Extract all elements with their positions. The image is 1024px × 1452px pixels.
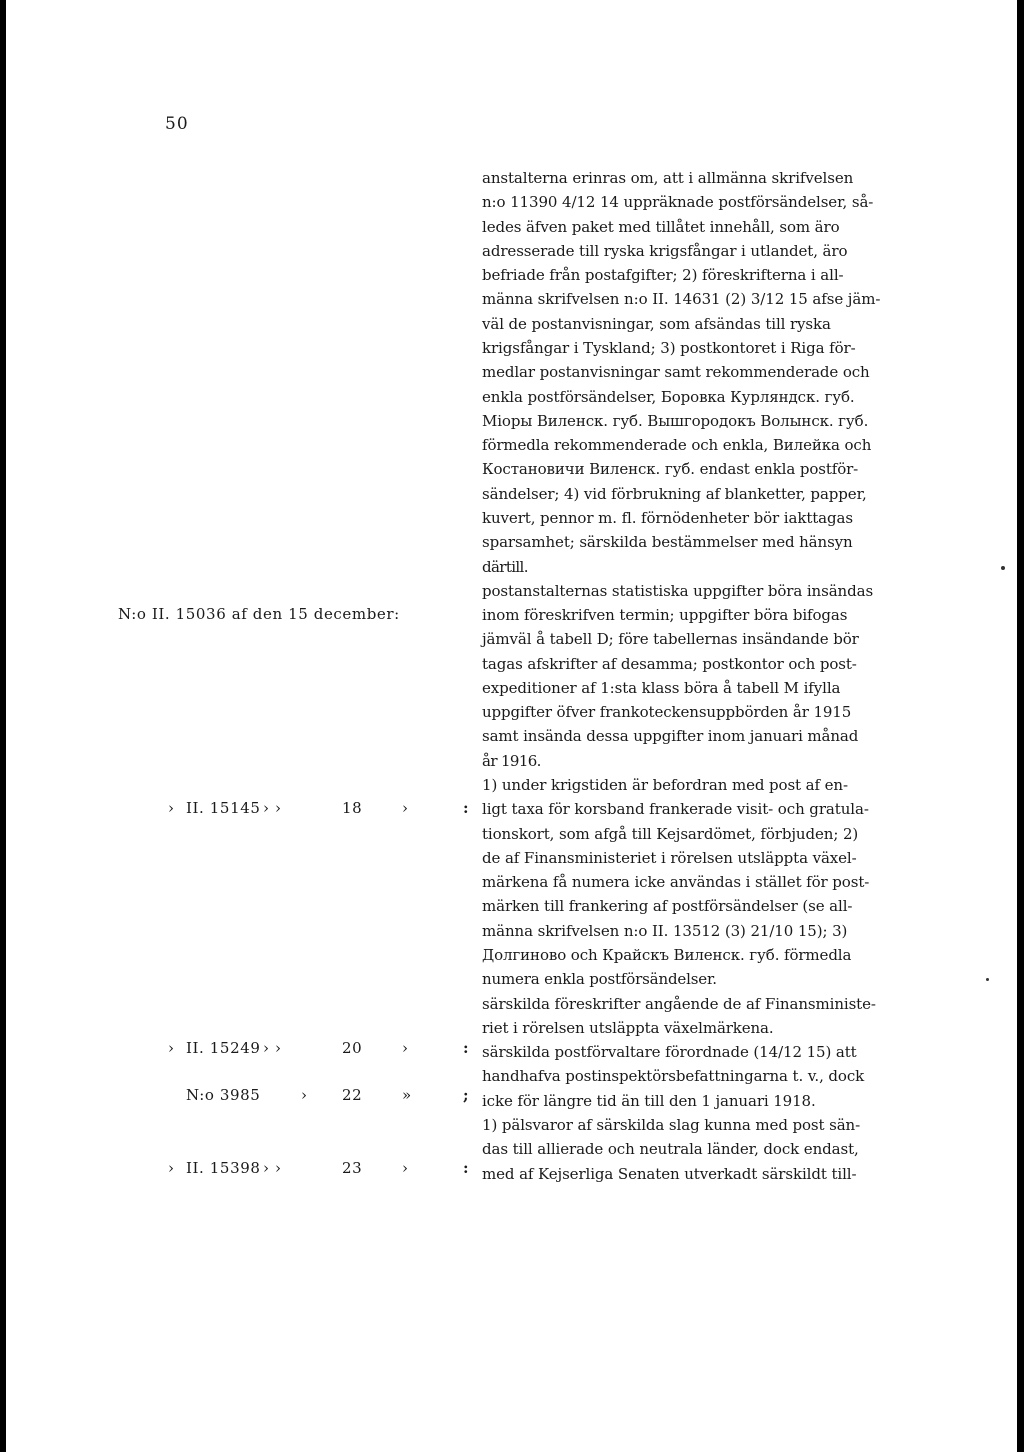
entry-prefix: › [168, 1039, 175, 1057]
text-line: märken till frankering af postförsändelser (se all- [482, 897, 853, 916]
text-line: adresserade till ryska krigsfångar i utlandet, äro [482, 241, 848, 260]
text-line: de af Finansministeriet i rörelsen utsläppta växel- [482, 848, 857, 867]
text-line: samt insända dessa uppgifter inom januari månad [482, 727, 859, 746]
text-line: n:o 11390 4/12 14 uppräknade postförsändelser, så- [482, 193, 874, 212]
text-line: befriade från postafgifter; 2) föreskrifterna i all- [482, 266, 844, 285]
text-line: med af Kejserliga Senaten utverkadt särskildt till- [482, 1164, 857, 1183]
text-line: 1) pälsvaror af särskilda slag kunna med post sän- [482, 1115, 861, 1134]
entry-mark: › [402, 1159, 409, 1177]
text-line: väl de postanvisningar, som afsändas till ryska [482, 314, 831, 333]
text-line: numera enkla postförsändelser. [482, 970, 717, 989]
text-line: postanstalternas statistiska uppgifter böra insändas [482, 581, 874, 600]
text-line: sparsamhet; särskilda bestämmelser med hänsyn [482, 533, 853, 552]
entry-number: II. 15398 [186, 1159, 261, 1177]
text-line: sändelser; 4) vid förbrukning af blanketter, papper, [482, 484, 867, 503]
scan-edge-left [0, 0, 6, 1452]
entry-mark: » [402, 1086, 412, 1104]
scan-speck [986, 978, 989, 981]
entry-number: II. 15145 [186, 799, 261, 817]
text-line: särskilda postförvaltare förordnade (14/12 15) att [482, 1043, 857, 1062]
text-line: das till allierade och neutrala länder, dock endast, [482, 1140, 859, 1159]
entry-mark: › [402, 799, 409, 817]
text-line: särskilda föreskrifter angående de af Finansministe- [482, 994, 876, 1013]
text-line: expeditioner af 1:sta klass böra å tabell M ifylla [482, 678, 841, 697]
scan-edge-right [1017, 0, 1024, 1452]
entry-ditto: › › [263, 1039, 282, 1057]
entry-colon: : [463, 799, 469, 817]
text-line: förmedla rekommenderade och enkla, Вилейка och [482, 436, 872, 455]
entry-colon: ; [463, 1086, 469, 1104]
entry-colon: : [463, 1039, 469, 1057]
entry-ditto: › › [263, 1159, 282, 1177]
text-line: 1) under krigstiden är befordran med post af en- [482, 776, 848, 794]
text-line: år 1916. [482, 751, 541, 770]
entry-day: 23 [342, 1159, 363, 1177]
text-line: Костановичи Виленск. губ. endast enkla postför- [482, 460, 859, 479]
text-line: enkla postförsändelser, Боровка Курляндск. губ. [482, 387, 855, 406]
scan-speck [1001, 566, 1005, 570]
entry-ditto: › › [263, 799, 282, 817]
text-line: Міоры Виленск. губ. Вышгородокъ Волынск. губ. [482, 411, 869, 430]
entry-mark: › [402, 1039, 409, 1057]
entry-colon: : [463, 1159, 469, 1177]
entry-day: 20 [342, 1039, 363, 1057]
text-line: ledes äfven paket med tillåtet innehåll, som äro [482, 217, 840, 236]
text-line: ligt taxa för korsband frankerade visit- och gratula- [482, 800, 869, 819]
text-line: krigsfångar i Tyskland; 3) postkontoret i Riga för- [482, 339, 856, 357]
text-line: männa skrifvelsen n:o II. 13512 (3) 21/10 15); 3) [482, 921, 848, 940]
page-number: 50 [165, 114, 189, 134]
text-line: Долгиново och Крайскъ Виленск. губ. förmedla [482, 946, 852, 964]
entry-number: N:o 3985 [186, 1086, 261, 1104]
entry-day: 22 [342, 1086, 363, 1104]
text-line: därtill. [482, 557, 528, 576]
text-line: tagas afskrifter af desamma; postkontor och post- [482, 654, 857, 673]
text-line: jämväl å tabell D; före tabellernas insändande bör [482, 630, 859, 649]
entry-number: II. 15249 [186, 1039, 261, 1057]
entry-label: N:o II. 15036 af den 15 december: [118, 605, 400, 623]
text-line: icke för längre tid än till den 1 januari 1918. [482, 1091, 816, 1110]
text-line: medlar postanvisningar samt rekommenderade och [482, 363, 870, 382]
text-line: inom föreskrifven termin; uppgifter böra bifogas [482, 606, 848, 624]
text-line: kuvert, pennor m. fl. förnödenheter bör iakttagas [482, 508, 853, 527]
text-line: männa skrifvelsen n:o II. 14631 (2) 3/12 15 afse jäm- [482, 290, 881, 309]
entry-ditto: › [301, 1086, 308, 1104]
text-line: tionskort, som afgå till Kejsardömet, förbjuden; 2) [482, 824, 859, 843]
text-line: uppgifter öfver frankoteckensuppbörden år 1915 [482, 703, 852, 722]
entry-prefix: › [168, 1159, 175, 1177]
entry-day: 18 [342, 799, 363, 817]
text-line: anstalterna erinras om, att i allmänna skrifvelsen [482, 169, 854, 187]
text-line: märkena få numera icke användas i stället för post- [482, 873, 870, 892]
text-line: handhafva postinspektörsbefattningarna t. v., dock [482, 1067, 865, 1086]
entry-prefix: › [168, 799, 175, 817]
text-line: riet i rörelsen utsläppta växelmärkena. [482, 1018, 774, 1037]
